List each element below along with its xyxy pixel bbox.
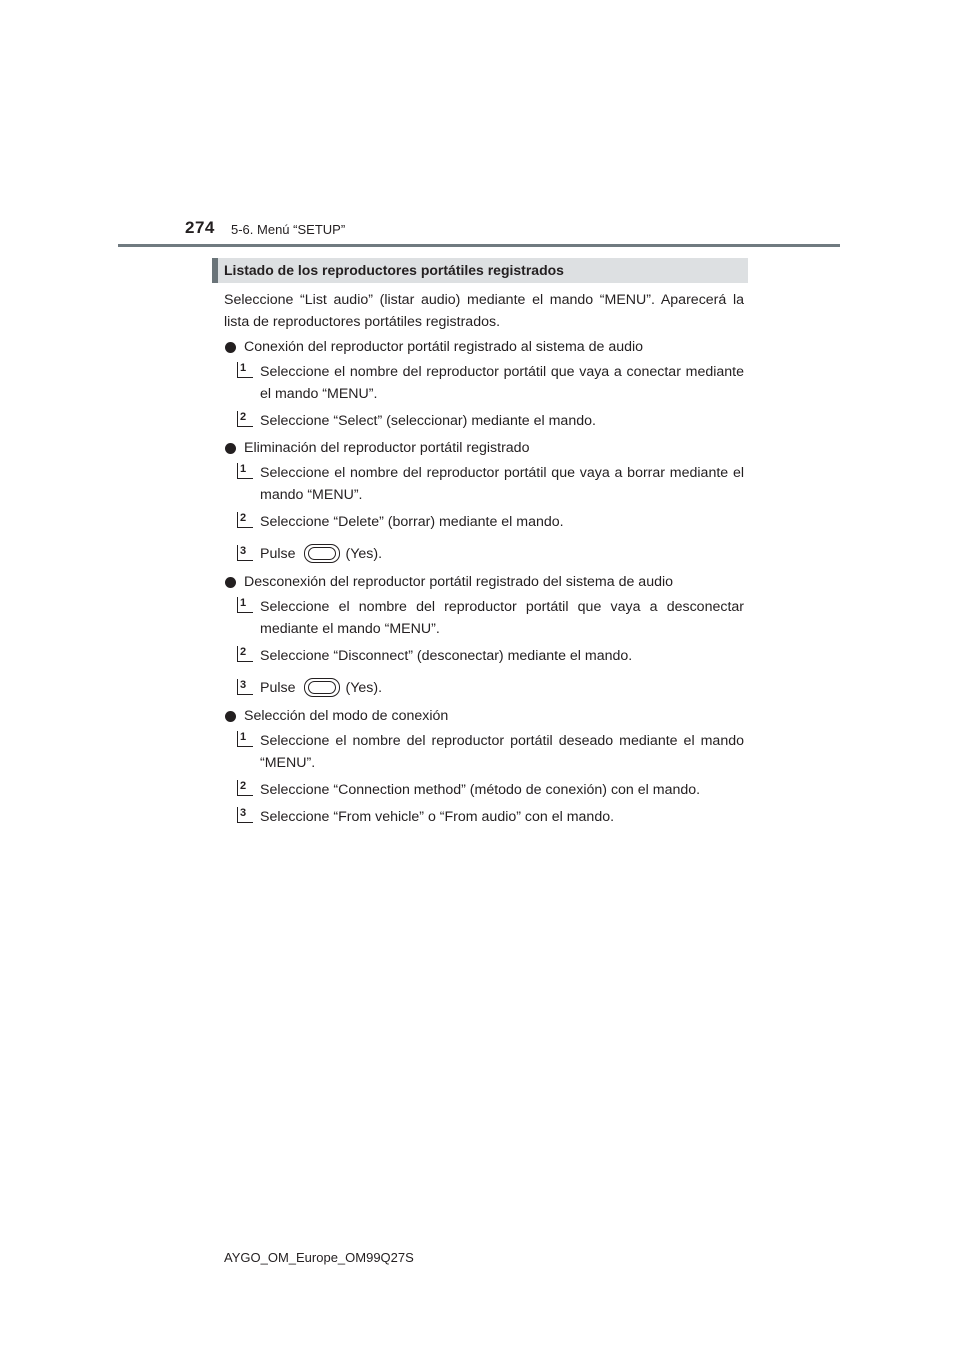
- step-number-badge: 1: [237, 731, 253, 747]
- step-text-pre: Pulse: [260, 546, 296, 562]
- step-text: Seleccione “From vehicle” o “From audio” con el mando.: [260, 809, 615, 825]
- step-number-badge: 3: [237, 807, 253, 823]
- step-number-badge: 1: [237, 362, 253, 378]
- step: [224, 511, 744, 533]
- bullet-item: [224, 437, 744, 459]
- step-number-badge: 1: [237, 597, 253, 613]
- bullet-dot-icon: [225, 711, 236, 722]
- step-text: Seleccione el nombre del reproductor portátil deseado mediante el mando “MENU”.: [260, 733, 744, 771]
- content: [224, 289, 744, 833]
- section-heading-bar: [212, 258, 748, 283]
- step-text-post: (Yes).: [345, 546, 383, 562]
- step-text: Seleccione el nombre del reproductor portátil que vaya a conectar mediante el mando “MENU”.: [260, 364, 744, 402]
- step: [224, 462, 744, 506]
- step-number-badge: 2: [237, 780, 253, 796]
- bullet-title: Selección del modo de conexión: [244, 708, 449, 724]
- bullet-title: Eliminación del reproductor portátil registrado: [244, 440, 530, 456]
- header-rule: [118, 244, 840, 247]
- step-number-badge: 2: [237, 411, 253, 427]
- step-number-badge: 1: [237, 463, 253, 479]
- intro-paragraph: Seleccione “List audio” (listar audio) mediante el mando “MENU”. Aparecerá la lista de reproductores portátiles registrados.: [224, 292, 744, 330]
- page-number: 274: [185, 218, 215, 237]
- step-text: Seleccione el nombre del reproductor portátil que vaya a desconectar mediante el mando “MENU”.: [260, 599, 744, 637]
- step-text: Seleccione “Select” (seleccionar) mediante el mando.: [260, 413, 596, 429]
- step-text: Seleccione “Delete” (borrar) mediante el mando.: [260, 514, 564, 530]
- step-text-pre: Pulse: [260, 680, 296, 696]
- step-text: Seleccione “Connection method” (método de conexión) con el mando.: [260, 782, 701, 798]
- step: [224, 596, 744, 640]
- step: [224, 806, 744, 828]
- yes-button-icon: [304, 544, 340, 563]
- bullet-item: [224, 571, 744, 593]
- step: [224, 410, 744, 432]
- step: [224, 730, 744, 774]
- step: [224, 361, 744, 405]
- bullet-dot-icon: [225, 342, 236, 353]
- bullet-item: [224, 336, 744, 358]
- section-heading: Listado de los reproductores portátiles registrados: [224, 262, 564, 278]
- step: [224, 779, 744, 801]
- bullet-title: Conexión del reproductor portátil registrado al sistema de audio: [244, 339, 644, 355]
- step-text-post: (Yes).: [345, 680, 383, 696]
- step: [224, 645, 744, 667]
- step-number-badge: 3: [237, 679, 253, 695]
- step-number-badge: 2: [237, 512, 253, 528]
- step: [224, 675, 744, 701]
- step-number-badge: 2: [237, 646, 253, 662]
- step-number-badge: 3: [237, 545, 253, 561]
- step: [224, 541, 744, 567]
- step-text: Seleccione “Disconnect” (desconectar) mediante el mando.: [260, 648, 633, 664]
- bullet-title: Desconexión del reproductor portátil registrado del sistema de audio: [244, 574, 674, 590]
- bullet-dot-icon: [225, 443, 236, 454]
- section-reference: 5-6. Menú “SETUP”: [231, 222, 346, 237]
- bullet-dot-icon: [225, 577, 236, 588]
- yes-button-icon: [304, 678, 340, 697]
- bullet-item: [224, 705, 744, 727]
- step-text: Seleccione el nombre del reproductor portátil que vaya a borrar mediante el mando “MENU”.: [260, 465, 744, 503]
- footer-document-code: AYGO_OM_Europe_OM99Q27S: [224, 1250, 414, 1265]
